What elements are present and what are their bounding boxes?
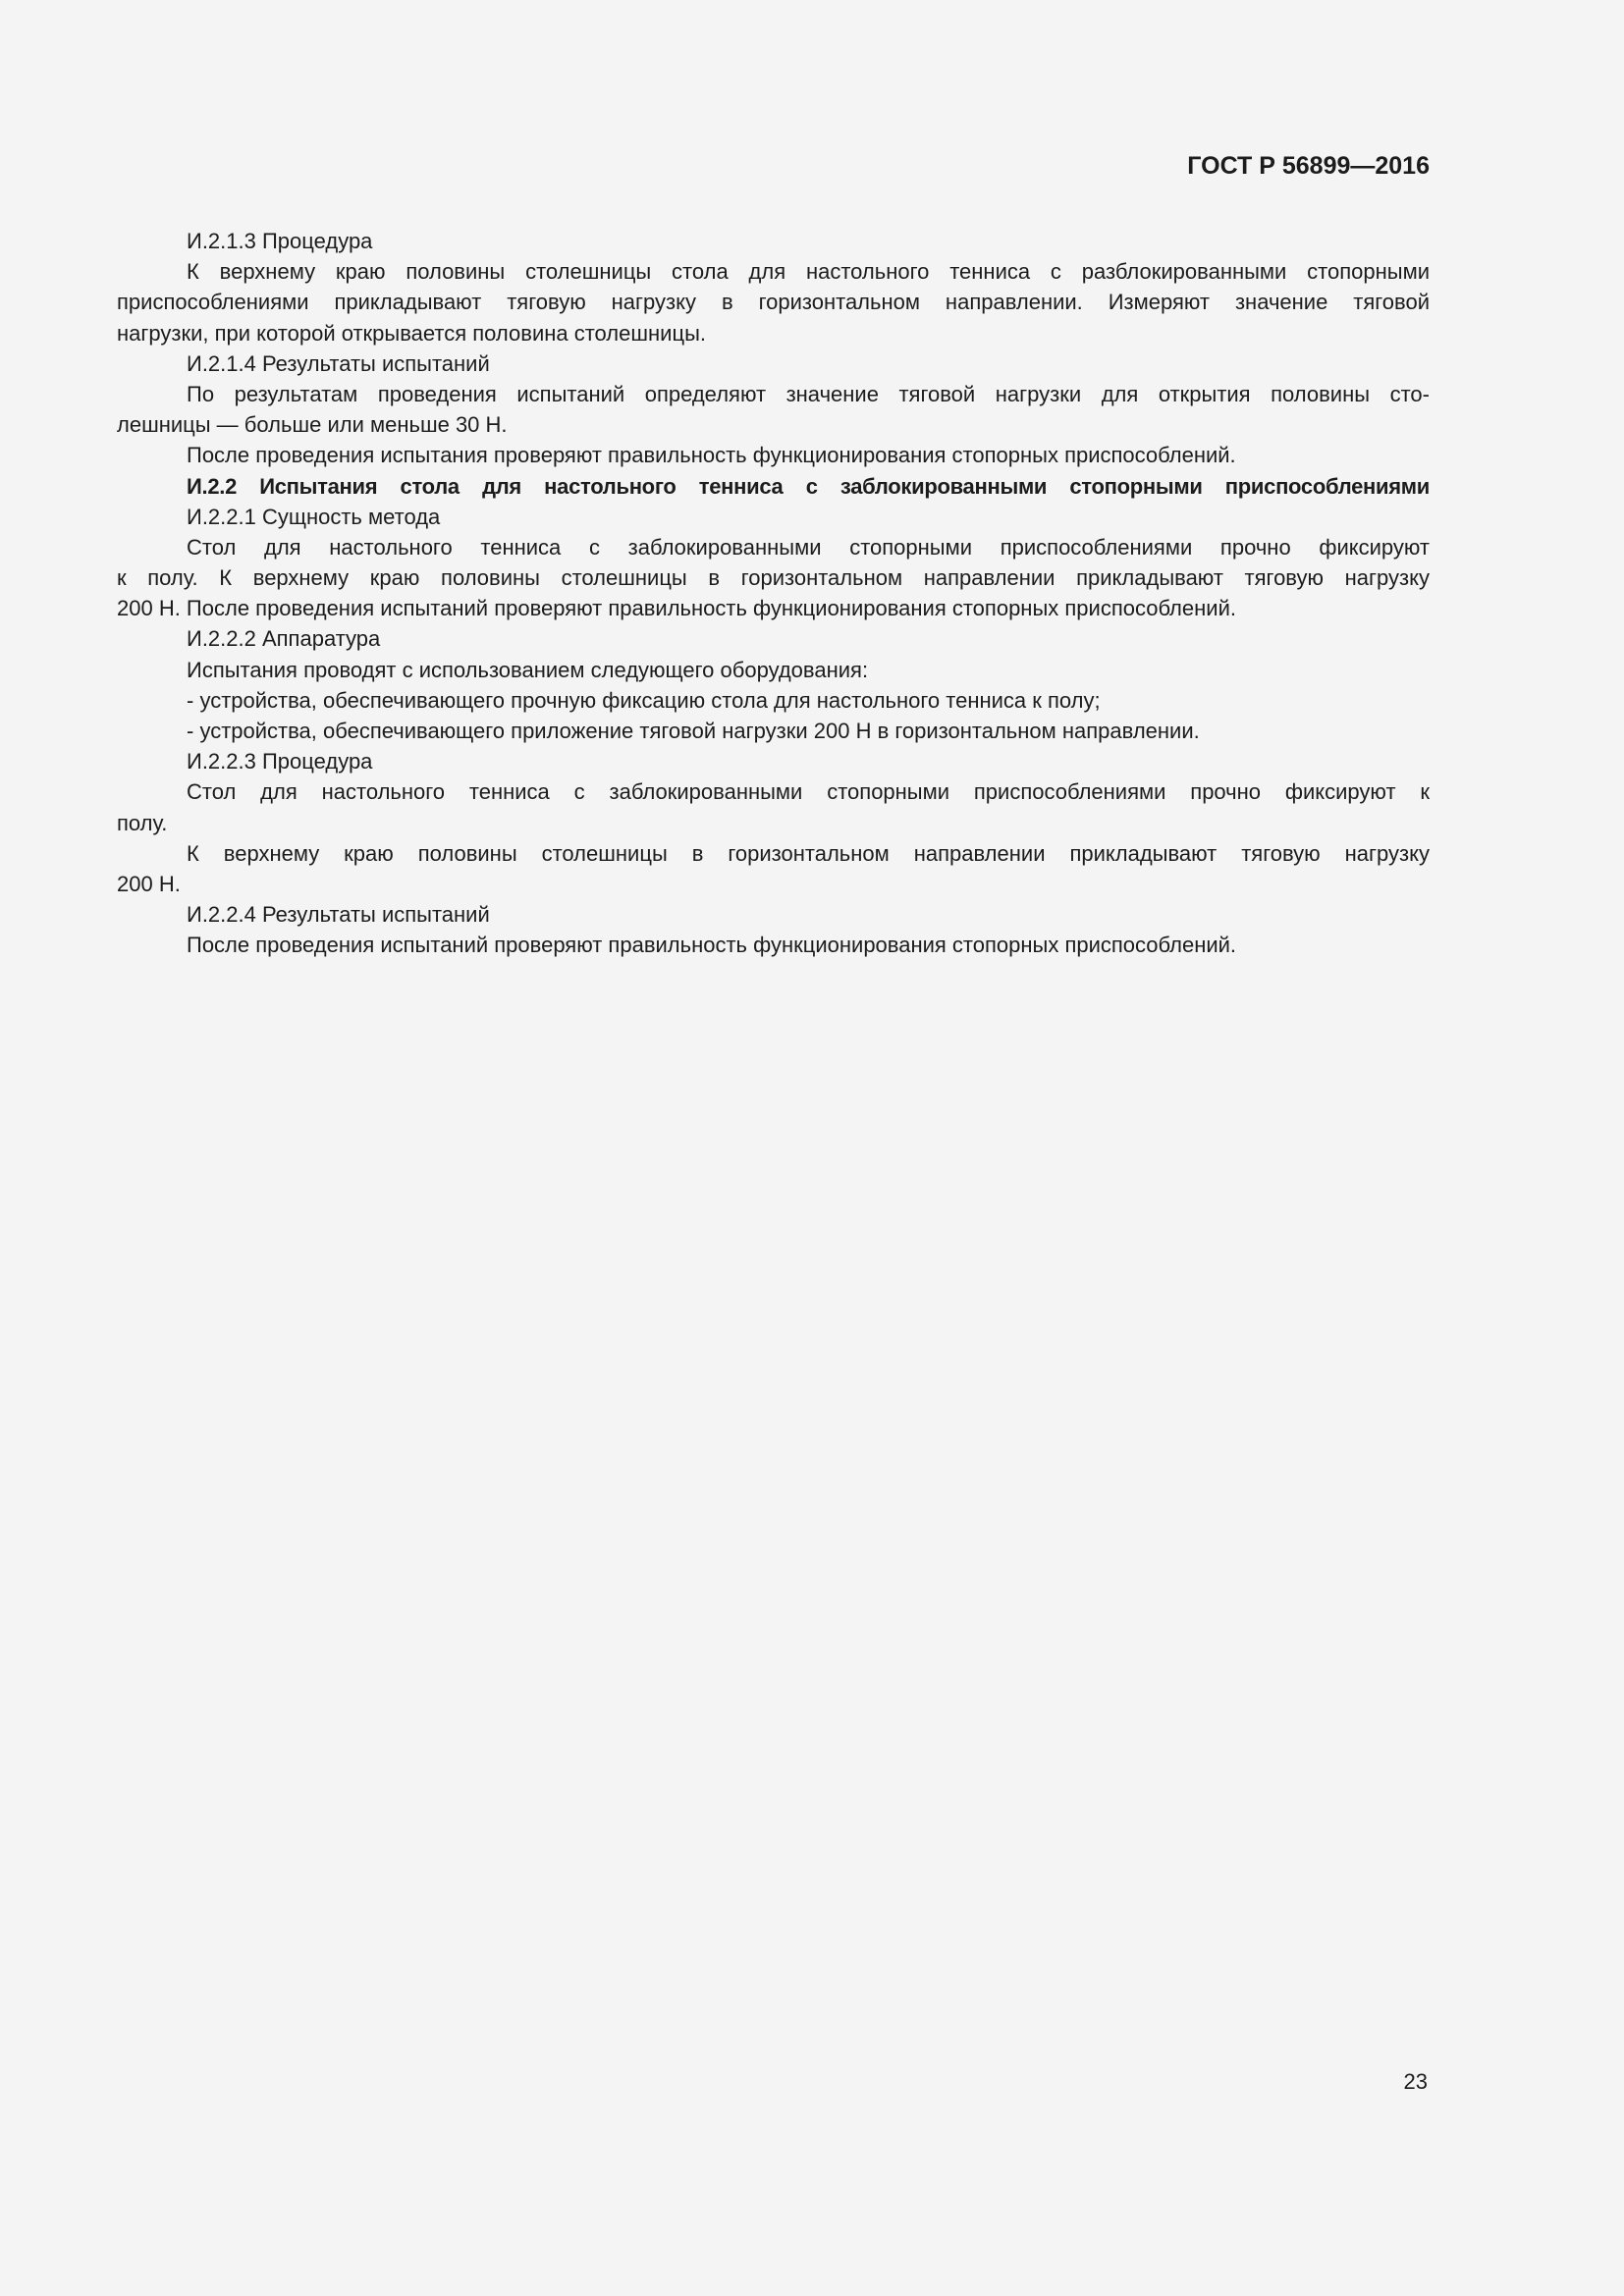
text-line: к полу. К верхнему краю половины столешницы в горизонтальном направлении прикладывают тяговую нагрузку [117, 565, 1430, 591]
document-body [117, 226, 1430, 961]
text-line: После проведения испытаний проверяют правильность функционирования стопорных приспособлений. [187, 933, 1237, 958]
text-line: - устройства, обеспечивающего прочную фиксацию стола для настольного тенниса к полу; [187, 687, 1101, 713]
text-line: И.2.1.4 Результаты испытаний [187, 350, 490, 376]
text-line: И.2.2.2 Аппаратура [187, 626, 381, 652]
document-header-id: ГОСТ Р 56899—2016 [1187, 152, 1430, 180]
text-line: - устройства, обеспечивающего приложение тяговой нагрузки 200 Н в горизонтальном направлении. [187, 719, 1200, 743]
text-line: приспособлениями прикладывают тяговую нагрузку в горизонтальном направлении. Измеряют значение тяговой [117, 290, 1430, 315]
text-line: По результатам проведения испытаний определяют значение тяговой нагрузки для открытия половины сто- [187, 381, 1430, 406]
page-number: 23 [1403, 2069, 1428, 2094]
text-line: нагрузки, при которой открывается половина столешницы. [117, 320, 706, 346]
text-line: полу. [117, 810, 168, 835]
text-line: Испытания проводят с использованием следующего оборудования: [187, 657, 869, 682]
text-line: лешницы — больше или меньше 30 Н. [117, 412, 508, 438]
text-line: И.2.1.3 Процедура [187, 229, 373, 253]
text-line: И.2.2.1 Сущность метода [187, 504, 441, 529]
text-line: И.2.2.4 Результаты испытаний [187, 902, 490, 928]
text-line: К верхнему краю половины столешницы в горизонтальном направлении прикладывают тяговую нагрузку [187, 840, 1430, 866]
text-line: После проведения испытания проверяют правильность функционирования стопорных приспособлений. [187, 443, 1236, 468]
text-line: Стол для настольного тенниса с заблокированными стопорными приспособлениями прочно фиксируют к [187, 779, 1430, 805]
text-line: 200 Н. После проведения испытаний проверяют правильность функционирования стопорных приспособлений. [117, 596, 1236, 621]
text-line: Стол для настольного тенниса с заблокированными стопорными приспособлениями прочно фиксируют [187, 534, 1430, 560]
section-heading-line: И.2.2 Испытания стола для настольного тенниса с заблокированными стопорными приспособлениями [187, 473, 1430, 499]
text-line: К верхнему краю половины столешницы стола для настольного тенниса с разблокированными стопорными [187, 259, 1430, 285]
text-line: 200 Н. [117, 871, 181, 896]
text-line: И.2.2.3 Процедура [187, 749, 373, 774]
